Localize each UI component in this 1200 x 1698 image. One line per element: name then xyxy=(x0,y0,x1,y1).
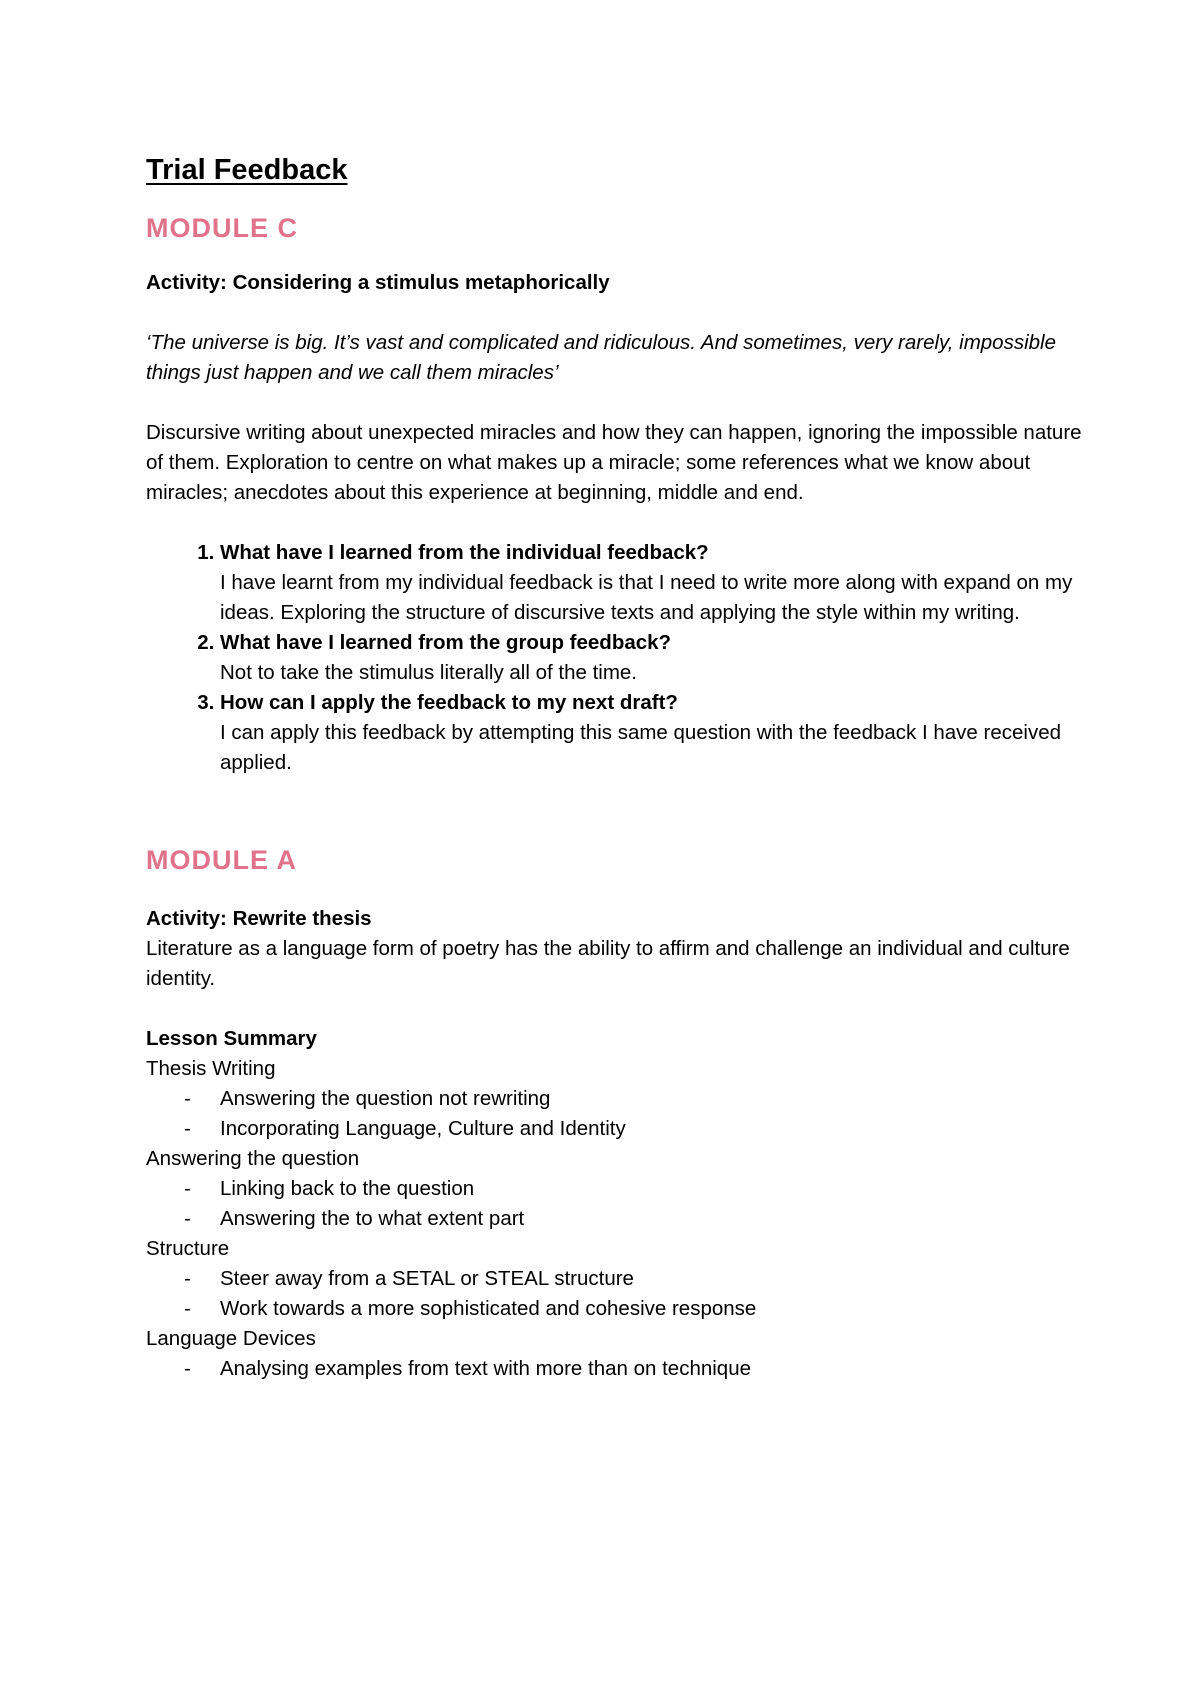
module-c-quote: ‘The universe is big. It’s vast and complicated and ridiculous. And sometimes, very rarely, impossible things just happen and we call them miracles’ xyxy=(146,331,1056,384)
document-page xyxy=(146,150,1086,1384)
summary-points-list xyxy=(146,1354,1086,1384)
dash-bullet: - xyxy=(184,1267,191,1290)
feedback-question-item xyxy=(220,538,1086,628)
summary-topic-title: Answering the question xyxy=(146,1147,360,1170)
summary-topic-title: Structure xyxy=(146,1237,230,1260)
summary-point-text: Steer away from a SETAL or STEAL structure xyxy=(220,1267,634,1290)
summary-topic xyxy=(146,1054,1086,1144)
feedback-question-item xyxy=(220,688,1086,778)
feedback-question: 3. How can I apply the feedback to my next draft? xyxy=(220,691,678,714)
summary-point xyxy=(146,1204,1086,1234)
document-title: Trial Feedback xyxy=(146,154,348,186)
summary-point-text: Incorporating Language, Culture and Identity xyxy=(220,1117,626,1140)
dash-bullet: - xyxy=(184,1357,191,1380)
feedback-answer: Not to take the stimulus literally all of the time. xyxy=(220,661,638,684)
summary-point-text: Answering the to what extent part xyxy=(220,1207,525,1230)
feedback-questions-list xyxy=(146,538,1086,778)
module-c-section xyxy=(146,208,1086,778)
feedback-question: 1. What have I learned from the individual feedback? xyxy=(220,541,709,564)
feedback-question-item xyxy=(220,628,1086,688)
dash-bullet: - xyxy=(184,1087,191,1110)
summary-topic xyxy=(146,1234,1086,1324)
summary-points-list xyxy=(146,1174,1086,1234)
summary-topic xyxy=(146,1144,1086,1234)
summary-point xyxy=(146,1354,1086,1384)
summary-points-list xyxy=(146,1264,1086,1324)
lesson-summary-label: Lesson Summary xyxy=(146,1027,317,1050)
summary-point-text: Work towards a more sophisticated and cohesive response xyxy=(220,1297,757,1320)
dash-bullet: - xyxy=(184,1207,191,1230)
dash-bullet: - xyxy=(184,1297,191,1320)
summary-point xyxy=(146,1294,1086,1324)
summary-topic-title: Language Devices xyxy=(146,1327,316,1350)
summary-point xyxy=(146,1114,1086,1144)
module-a-thesis: Literature as a language form of poetry has the ability to affirm and challenge an individual and culture identity. xyxy=(146,937,1070,990)
module-a-heading: MODULE A xyxy=(146,845,297,875)
summary-point-text: Answering the question not rewriting xyxy=(220,1087,551,1110)
summary-point xyxy=(146,1174,1086,1204)
module-c-activity: Activity: Considering a stimulus metaphorically xyxy=(146,271,610,294)
summary-point-text: Analysing examples from text with more than on technique xyxy=(220,1357,751,1380)
summary-point-text: Linking back to the question xyxy=(220,1177,475,1200)
dash-bullet: - xyxy=(184,1117,191,1140)
feedback-answer: I can apply this feedback by attempting this same question with the feedback I have received applied. xyxy=(220,721,1061,774)
summary-point xyxy=(146,1264,1086,1294)
module-c-heading: MODULE C xyxy=(146,213,298,243)
feedback-answer: I have learnt from my individual feedback is that I need to write more along with expand on my ideas. Exploring the structure of discursive texts and applying the style within my writing. xyxy=(220,571,1073,624)
module-a-section xyxy=(146,840,1086,1384)
summary-points-list xyxy=(146,1084,1086,1144)
module-c-description: Discursive writing about unexpected miracles and how they can happen, ignoring the impossible nature of them. Exploration to centre on what makes up a miracle; some references what we know about miracles; anecdotes about this experience at beginning, middle and end. xyxy=(146,421,1082,504)
summary-point xyxy=(146,1084,1086,1114)
module-a-activity: Activity: Rewrite thesis xyxy=(146,907,372,930)
feedback-question: 2. What have I learned from the group feedback? xyxy=(220,631,672,654)
dash-bullet: - xyxy=(184,1177,191,1200)
summary-topic-title: Thesis Writing xyxy=(146,1057,276,1080)
summary-topic xyxy=(146,1324,1086,1384)
